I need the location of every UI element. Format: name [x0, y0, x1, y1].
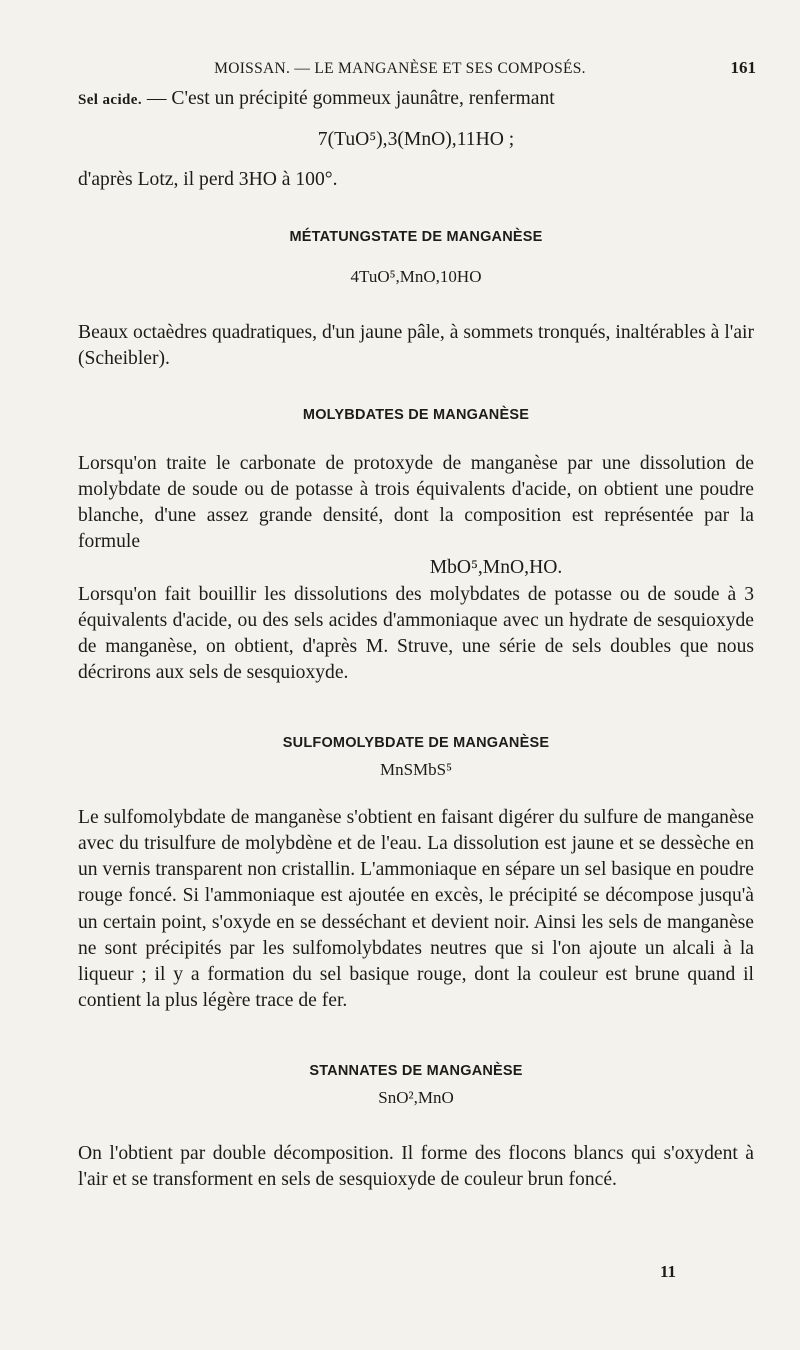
running-head: MOISSAN. — LE MANGANÈSE ET SES COMPOSÉS. — [214, 60, 586, 77]
signature-mark: 11 — [660, 1262, 677, 1281]
stannates-text: On l'obtient par double décomposition. Il forme des flocons blancs qui s'oxydent à l'air et se transforment en sels de sesquioxyde de couleur brun foncé. — [78, 1142, 754, 1191]
metatungstate-formula: 4TuO⁵,MnO,10HO — [350, 266, 482, 286]
page-body — [78, 86, 754, 1193]
sel-acide-text-after: d'après Lotz, il perd 3HO à 100°. — [78, 169, 338, 191]
sulfomolybdate-formula: MnSMbS⁵ — [379, 759, 453, 779]
molybdates-title: MOLYBDATES DE MANGANÈSE — [302, 407, 530, 424]
sel-acide-text: — C'est un précipité gommeux jaunâtre, renfermant — [142, 88, 555, 109]
page-number: 161 — [730, 58, 756, 77]
metatungstate-text: Beaux octaèdres quadratiques, d'un jaune pâle, à sommets tronqués, inaltérables à l'air (Scheibler). — [78, 322, 754, 370]
sulfomolybdate-title: SULFOMOLYBDATE DE MANGANÈSE — [282, 735, 550, 752]
stannates-title: STANNATES DE MANGANÈSE — [309, 1063, 523, 1080]
molybdates-formula: MbO⁵,MnO,HO. — [429, 557, 563, 579]
sel-acide-formula: 7(TuO⁵),3(MnO),11HO ; — [317, 129, 515, 151]
sel-acide-label: Sel acide. — [78, 92, 142, 108]
molybdates-text1: Lorsqu'on traite le carbonate de protoxyde de manganèse par une dissolution de molybdate de soude ou de potasse à trois équivalents d'acide, on obtient une poudre blanche, d'une assez grande densité, dont la composition est représentée par la formule — [78, 452, 754, 553]
page-header — [0, 56, 800, 84]
stannates-formula: SnO²,MnO — [378, 1087, 454, 1107]
molybdates-text2: Lorsqu'on fait bouillir les dissolutions des molybdates de potasse ou de soude à 3 équivalents d'acide, ou des sels acides d'ammoniaque avec un hydrate de sesquioxyde de manganèse, on obtient, d'après M. Struve, une série de sels doubles que nous décrirons aux sels de sesquioxyde. — [78, 583, 754, 684]
sulfomolybdate-text: Le sulfomolybdate de manganèse s'obtient en faisant digérer du sulfure de manganèse avec du trisulfure de molybdène et de l'eau. La dissolution est jaune et se dessèche en un vernis transparent non cristallin. L'ammoniaque en sépare un sel basique en poudre rouge foncé. Si l'ammoniaque est ajoutée en excès, le précipité se décompose jusqu'à un certain point, s'oxyde en se desséchant et devient noir. Ainsi les sels de manganèse ne sont précipités par les sulfomolybdates neutres que si l'on ajoute un alcali à la liqueur ; il y a formation du sel basique rouge, dont la couleur est brune quand il contient la plus légère trace de fer. — [78, 806, 754, 1012]
sel-acide-paragraph — [78, 86, 754, 113]
metatungstate-title: MÉTATUNGSTATE DE MANGANÈSE — [289, 228, 543, 245]
